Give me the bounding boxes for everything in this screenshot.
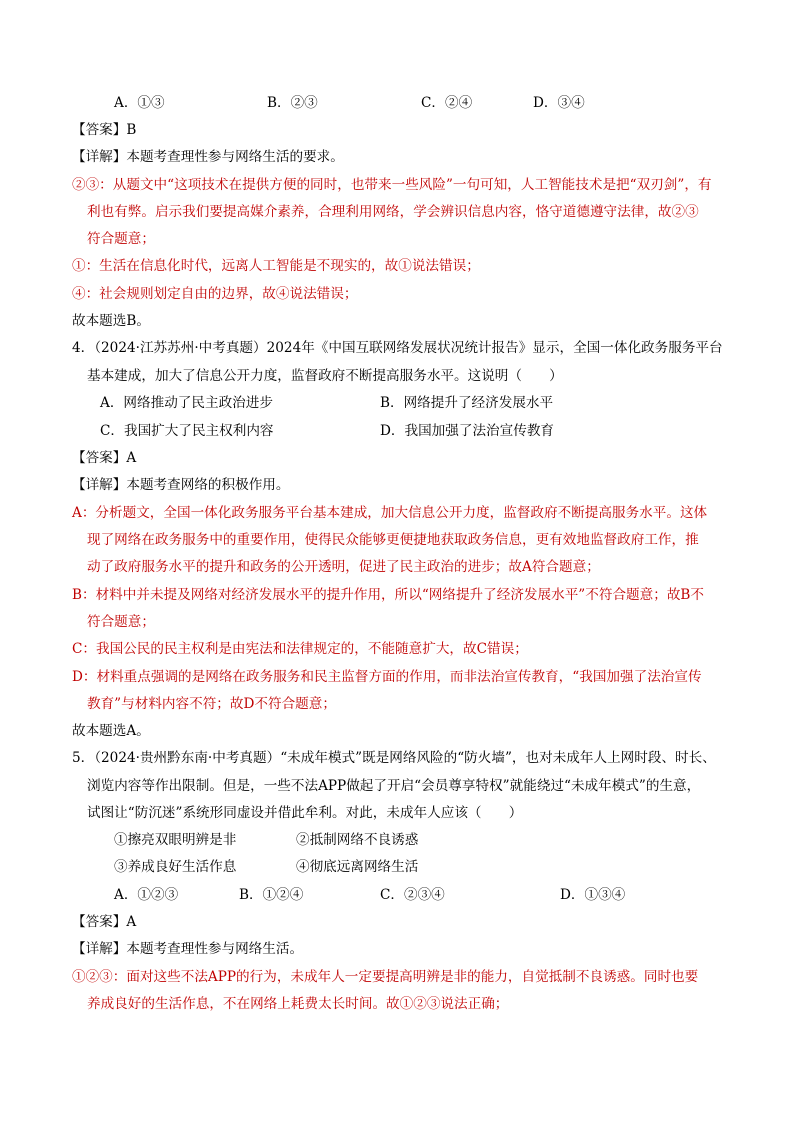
q3-explanation-line: 符合题意；	[87, 231, 155, 247]
answer-value: A	[126, 450, 137, 466]
q4-explanation-line: 教育”与材料内容不符；故D不符合题意；	[87, 696, 336, 712]
detail-tag: 【详解】	[72, 149, 127, 165]
answer-tag: 【答案】	[72, 122, 127, 138]
q3-option-d: D．③④	[533, 95, 585, 111]
q4-answer	[72, 448, 136, 468]
q5-stem-line: 试图让“防沉迷”系统形同虚设并借此牟利。对此，未成年人应该（ ）	[87, 805, 523, 821]
q4-explanation-line: 动了政府服务水平的提升和政务的公开透明，促进了民主政治的进步；故A符合题意；	[87, 559, 600, 575]
q4-explanation-line: C：我国公民的民主权利是由宪法和法律规定的，不能随意扩大，故C错误；	[72, 641, 528, 657]
q4-explanation-line: 现了网络在政务服务中的重要作用，使得民众能够更便捷地获取政务信息，更有效地监督政府工作，推	[87, 532, 699, 548]
q4-explanation-line: B：材料中并未提及网络对经济发展水平的提升作用，所以“网络提升了经济发展水平”不符合题意；故B不	[72, 587, 704, 603]
q5-explanation-line: 养成良好的生活作息，不在网络上耗费太长时间。故①②③说法正确；	[87, 996, 509, 1012]
q3-explanation-line: ①：生活在信息化时代，远离人工智能是不现实的，故①说法错误；	[72, 258, 480, 274]
q4-detail	[72, 475, 290, 495]
q4-conclusion: 故本题选A。	[72, 723, 150, 739]
q5-stem-line: 浏览内容等作出限制。但是，一些不法APP做起了开启“会员尊享特权”就能绕过“未成年模式”的生意，	[87, 778, 701, 794]
q5-detail	[72, 939, 303, 959]
q3-option-a: A．①③	[114, 95, 165, 111]
q5-option-c: C．②③④	[380, 887, 445, 903]
q3-explanation-line: ②③：从题文中“这项技术在提供方便的同时，也带来一些风险”一句可知，人工智能技术是把“双刃剑”，有	[72, 177, 712, 193]
q5-statement-2: ②抵制网络不良诱惑	[296, 832, 419, 848]
q5-stem-line: 5．（2024·贵州黔东南·中考真题）“未成年模式”既是网络风险的“防火墙”，也对未成年人上网时段、时长、	[72, 750, 716, 766]
q5-statement-3: ③养成良好生活作息	[114, 859, 237, 875]
detail-text: 本题考查理性参与网络生活的要求。	[126, 149, 344, 165]
q3-detail	[72, 147, 344, 167]
answer-tag: 【答案】	[72, 914, 127, 930]
q3-option-c: C．②④	[421, 95, 473, 111]
q5-statement-1: ①擦亮双眼明辨是非	[114, 832, 237, 848]
detail-text: 本题考查理性参与网络生活。	[126, 941, 304, 957]
detail-tag: 【详解】	[72, 477, 127, 493]
q5-option-d: D．①③④	[560, 887, 626, 903]
q4-option-d: D．我国加强了法治宣传教育	[380, 423, 555, 439]
q5-explanation-line: ①②③：面对这些不法APP的行为，未成年人一定要提高明辨是非的能力，自觉抵制不良诱惑。同时也要	[72, 969, 699, 985]
q4-option-a: A．网络推动了民主政治进步	[100, 395, 273, 411]
answer-value: A	[126, 914, 137, 930]
q4-stem-line: 4．（2024·江苏苏州·中考真题）2024年《中国互联网络发展状况统计报告》显示，全国一体化政务服务平台	[72, 340, 723, 356]
q4-explanation-line: A：分析题文，全国一体化政务服务平台基本建成，加大信息公开力度，监督政府不断提高服务水平。这体	[72, 505, 708, 521]
answer-tag: 【答案】	[72, 450, 127, 466]
detail-tag: 【详解】	[72, 941, 127, 957]
q4-option-c: C．我国扩大了民主权利内容	[100, 423, 274, 439]
q3-conclusion: 故本题选B。	[72, 313, 150, 329]
q4-explanation-line: D：材料重点强调的是网络在政务服务和民主监督方面的作用，而非法治宣传教育，“我国加强了法治宣传	[72, 669, 702, 685]
q3-explanation-line: 利也有弊。启示我们要提高媒介素养，合理利用网络，学会辨识信息内容，恪守道德遵守法律，故②③	[87, 204, 699, 220]
q3-answer	[72, 120, 136, 140]
q5-statement-4: ④彻底远离网络生活	[296, 859, 419, 875]
q4-stem-line: 基本建成，加大了信息公开力度，监督政府不断提高服务水平。这说明（ ）	[87, 368, 563, 384]
q5-answer	[72, 912, 136, 932]
q3-explanation-line: ④：社会规则划定自由的边界，故④说法错误；	[72, 286, 358, 302]
q5-option-b: B．①②④	[239, 887, 304, 903]
q4-explanation-line: 符合题意；	[87, 614, 155, 630]
q5-option-a: A．①②③	[114, 887, 179, 903]
answer-value: B	[126, 122, 137, 138]
q3-option-b: B．②③	[267, 95, 318, 111]
detail-text: 本题考查网络的积极作用。	[126, 477, 290, 493]
q4-option-b: B．网络提升了经济发展水平	[380, 395, 554, 411]
